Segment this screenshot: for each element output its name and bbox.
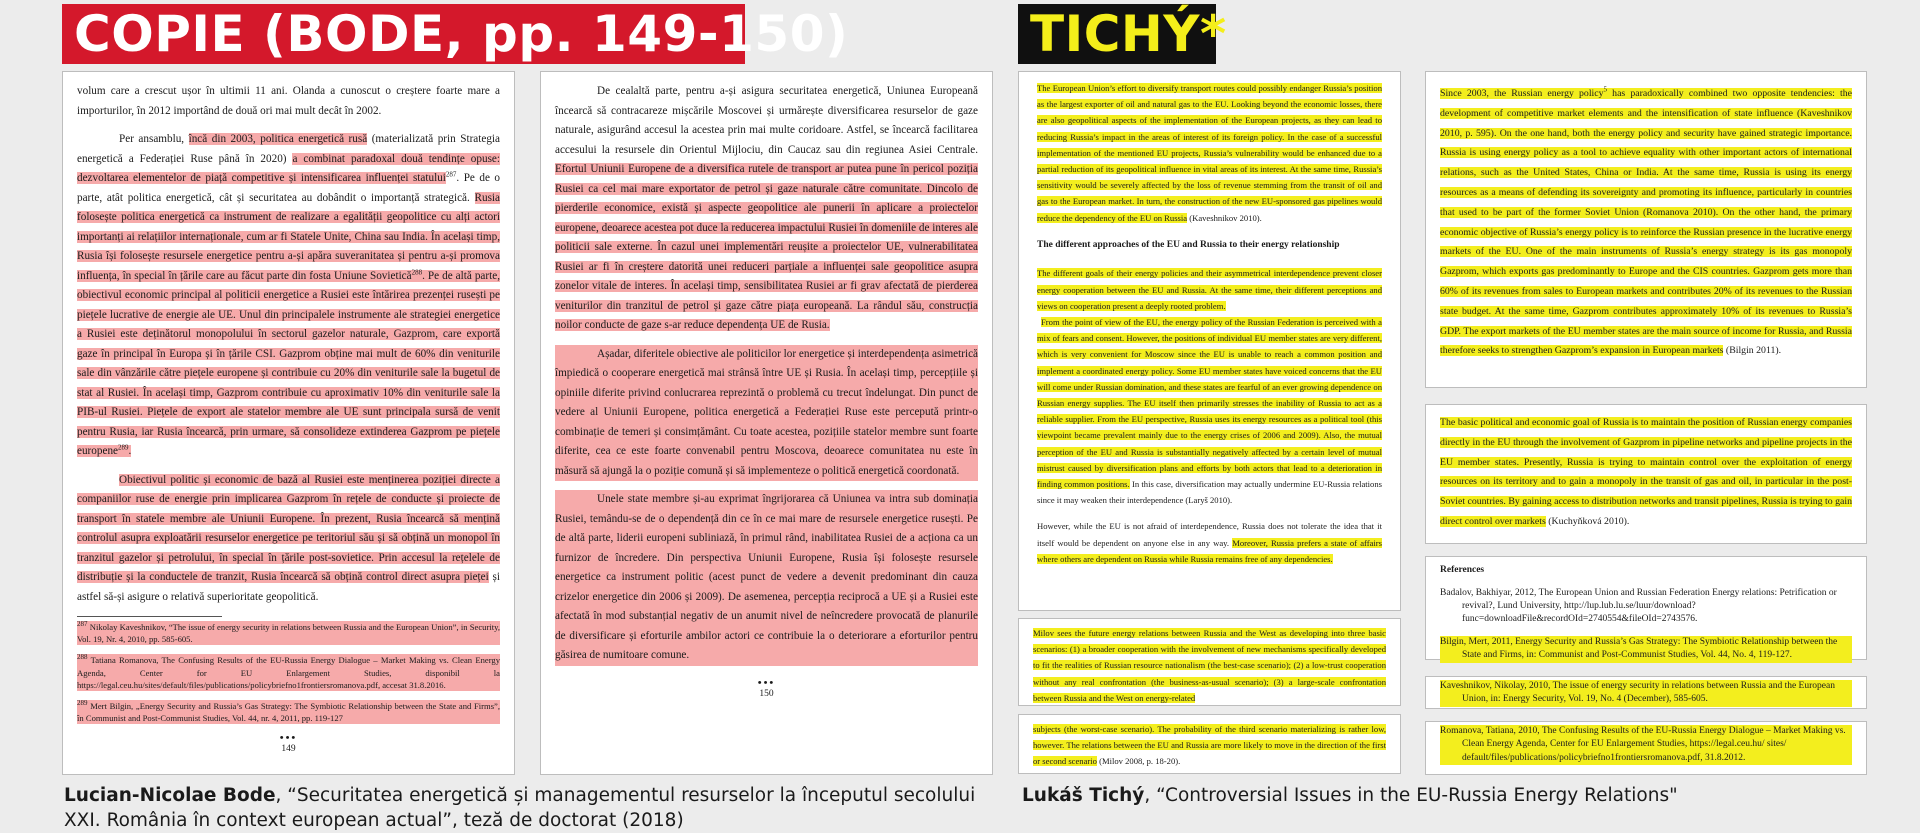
paragraph: Per ansamblu, încă din 2003, politica energetică rusă (materializată prin Strategia energetică a Federației Ruse până în 2020) a combinat paradoxal două tendințe opuse: dezvoltarea elementelor de piață competitive și intensificarea influenței statului$^{287}$. Pe de o parte, atât politica energetică, cât și securitatea au dobândit o importanță strategică. Rusia folosește politica energetică ca instrument de realizare a egalității geopolitice cu alți actori importanți ai relațiilor internaționale, cum ar fi Statele Unite, China sau India. În același timp, Rusia își folosește resursele energetice pentru a-și apăra suveranitatea și pentru a-și promova influența, în special în țările care au făcut parte din fosta Uniune Sovietică$^{288}$. Pe de altă parte, obiectivul economic principal al politicii energetice a Rusiei este întărirea prezenței rusești pe piețele lucrative de energie ale UE. Unul din principalele instrumente ale strategiei energetice a Rusiei este deținătorul monopolului în sectorul gazelor naturale, Gazprom, care exportă gaze în principal în Europa și în țările CSI. Gazprom obține mai mult de 60% din veniturile sale din vânzările către piețele europene și contribuie cu 20% din veniturile sale la bugetul de stat al Rusiei. În același timp, Gazprom contribuie cu aproximativ 10% din veniturile sale la PIB-ul Rusiei. Piețele de export ale statelor membre ale UE sunt principala sursă de venit pentru Rusia, iar Rusia încearcă, prin urmare, să consolideze extinderea Gazprom pe piețele europene$^{289}$. (77, 133, 501, 457)
paragraph: Așadar, diferitele obiective ale politicilor lor energetice și interdependența asimetrică împiedică o cooperare energetică mai strânsă între UE și Rusia. În același timp, percepțiile și opiniile diferite privind conlucrarea reprezintă o problemă cu trecut îndelungat. Din punct de vedere al Uniunii Europene, politica energetică a Federației Ruse este percepută printr-o combinație de temeri și consimțământ. Cu toate acestea, pozițiile statelor membre sunt foarte diferite, cea ce este foarte convenabil pentru Moscova, deoarece comunitatea nu este în măsură să ajungă la o poziție comună și să implementeze o politică energetică coordonată. (555, 345, 978, 482)
paragraph: The different goals of their energy policies and their asymmetrical interdependence prevent closer energy cooperation between the EU and Russia. At the same time, their different perceptions and views on cooperation present a deeply rooted problem. (1037, 268, 1382, 311)
caption-tichy: Lukáš Tichý, “Controversial Issues in the EU-Russia Energy Relations" (1022, 785, 1678, 806)
paragraph: From the point of view of the EU, the energy policy of the Russian Federation is perceived with a mix of fears and consent. However, the positions of individual EU member states are very different, which is very convenient for Moscow since the EU is unable to reach a common position and implement a coordinated energy policy. Some EU member states have voiced concerns that the EU will come under Russian domination, and these states are fearful of an ever growing dependence on Russian energy supplies. The EU itself then primarily stresses the inability of Russia to act as a reliable supplier. From the EU perspective, Russia uses its energy resources as a political tool (this viewpoint became prevalent mainly due to the energy crises of 2006 and 2009). Also, the mutual perception of the EU and Russia is substantially negatively affected by a certain level of mutual mistrust caused by diversification plans and efforts by both actors that lead to a deterioration in finding common positions. In this case, diversification may actually undermine EU-Russia relations since it may weaken their interdependence (Laryš 2010). (1037, 316, 1382, 506)
section-heading: The different approaches of the EU and Russia to their energy relationship (1037, 239, 1340, 250)
paragraph: The basic political and economic goal of Russia is to maintain the position of Russian energy companies directly in the EU through the involvement of Gazprom in pipeline networks and pipeline projects in the EU member states. Presently, Russia is trying to maintain control over the exploitation of energy resources on its territory and to gain a monopoly in the transit of gas and oil, in particular in the post-Soviet countries. By gaining access to distribution networks and transit pipelines, Russia is trying to gain direct control over markets (Kuchyňková 2010). (1440, 417, 1852, 527)
paragraph: However, while the EU is not afraid of interdependence, Russia does not tolerate the idea that it itself would be dependent on anyone else in any way. Moreover, Russia prefers a state of affairs where others are dependent on Russia while Russia remains free of any dependencies. (1037, 521, 1382, 564)
reference-item: Badalov, Bakhiyar, 2012, The European Union and Russian Federation Energy relations: Petrification or revival?, Lund University, http://lup.lub.lu.se/luur/download?func=downloadFile&recordOId=2740554&fileOId=2743576. (1440, 587, 1837, 625)
page-number: 150 (759, 688, 774, 699)
paragraph: Unele state membre și-au exprimat îngrijorarea că Uniunea va intra sub dominația Rusiei, temându-se de o dependență din ce în ce mai mare de resursele energetice rusești. Pe de altă parte, liderii europeni subliniază, în primul rând, inabilitatea Rusiei de a acționa ca un furnizor de încredere. Din perspectiva Uniunii Europene, Rusia își folosește resursele energetice ca instrument politic (acest punct de vedere a devenit predominant din cauza crizelor energetice din 2006 și 2009). De asemenea, percepția reciprocă a UE și a Rusiei este afectată în mod substanțial negativ de un anumit nivel de neîncredere provocată de planurile de diversificare și eforturile ambilor actori ce contribuie la o deteriorare a eforturilor pentru găsirea de numitoare comune. (555, 490, 978, 666)
footnote-289: $^{289}$ Mert Bilgin, „Energy Security and Russia’s Gas Strategy: The Symbiotic Relationship between the State and Firms”, în Communist and Post-Communist Studies, Vol. 44, nr. 4, 2011, pp. 119-127 (77, 699, 500, 724)
paragraph: De cealaltă parte, pentru a-și asigura securitatea energetică, Uniunea Europeană încearcă să contracareze mișcările Moscovei și urmărește diversificarea resurselor de gaze naturale, asigurând accesul la acestea prin mai multe coridoare. Astfel, se încearcă facilitarea accesului la resursele din Orientul Mijlociu, din Caucaz sau din regiunea Asiei Centrale. Efortul Uniunii Europene de a diversifica rutele de transport ar putea pune în pericol poziția Rusiei ca cel mai mare exportator de petrol și gaze naturale către comunitate. Dincolo de pierderile economice, există și aspecte geopolitice ale punerii în aplicare a proiectelor europene, deoarece acestea pot duce la reducerea impactului Rusiei în domeniile de interes ale politicii sale externe. În cazul unei implementări reușite a proiectelor UE, vulnerabilitatea Rusiei ar fi în creștere datorită unei reduceri parțiale a influenței sale geopolitice asupra zonelor vitale de interes. În același timp, sensibilitatea Rusiei ar fi grav afectată de pierderea veniturilor din tranzitul de petrol și gaze către piața europeană. La rândul său, construcția noilor conducte de gaze s-ar reduce dependența UE de Rusia. (555, 85, 978, 331)
tichy-excerpt-1 (1018, 71, 1401, 611)
page-ornament: ••• (279, 732, 298, 745)
tichy-banner: TICHÝ* (1018, 4, 1216, 64)
paragraph: Milov sees the future energy relations between Russia and the West as developing into three basic scenarios: (1) a broader cooperation with the involvement of new mechanisms specifically developed to fit the realities of Russian resource nationalism (the best-case scenario); (2) a low-trust cooperation without any real confrontation (the business-as-usual scenario); (3) a large-scale confrontation between Russia and the West on energy-related (1033, 628, 1386, 703)
tichy-references (1425, 556, 1867, 660)
bode-page-150 (540, 71, 993, 775)
tichy-reference-kaveshnikov (1425, 676, 1867, 709)
tichy-excerpt-5 (1425, 404, 1867, 544)
footnote-288: $^{288}$ Tatiana Romanova, The Confusing Results of the EU-Russia Energy Dialogue – Market Making vs. Clean Energy Agenda, Center for EU Enlargement Studies, disponibil la https://legal.ceu.hu/sites/default/files/publications/policybriefno1frontiersromanova.pdf, accesat 31.8.2016. (77, 653, 500, 690)
paragraph: The European Union’s effort to diversify transport routes could possibly endanger Russia’s position as the largest exporter of oil and natural gas to the EU. Looking beyond the economic losses, there are also geopolitical aspects of the implementation of the European projects, as they can lead to reducing Russia’s impact in the areas of interest of its foreign policy. In the case of a successful implementation of the mentioned EU projects, Russia’s vulnerability would be enhanced due to a partial reduction of its geopolitical influence in vital areas of its interest. At the same time, Russia’s sensitivity would be severely affected by the loss of revenue stemming from the transit of oil and gas to the European market. In turn, the construction of the new EU-sponsored gas pipelines would reduce the dependency of the EU on Russia (Kaveshnikov 2010). (1037, 83, 1382, 223)
page-number: 149 (281, 744, 296, 755)
footnote-rule (77, 616, 222, 617)
copy-banner: COPIE (BODE, pp. 149-150) (62, 4, 745, 64)
reference-item: Bilgin, Mert, 2011, Energy Security and Russia’s Gas Strategy: The Symbiotic Relationship between the State and Firms, in: Communist and Post-Communist Studies, Vol. 44, No. 4, 119-127. (1440, 636, 1852, 663)
tichy-excerpt-2 (1018, 618, 1401, 706)
reference-item: Romanova, Tatiana, 2010, The Confusing Results of the EU-Russia Energy Dialogue – Market Making vs. Clean Energy Agenda, Center for EU Enlargement Studies, https://legal.ceu.hu/ sites/ default/files/publications/policybriefno1frontiersromanova.pdf, 31.8.2012. (1440, 725, 1852, 765)
paragraph: volum care a crescut ușor în ultimii 11 ani. Olanda a cunoscut o creștere foarte mare a importurilor, în 2012 importând de două ori mai mult decât în 2002. (77, 85, 500, 117)
reference-item: Kaveshnikov, Nikolay, 2010, The issue of energy security in relations between Russia and the European Union, in: Energy Security, Vol. 19, No. 4 (December), 585-605. (1440, 680, 1852, 707)
caption-bode: Lucian-Nicolae Bode, “Securitatea energetică și managementul resurselor la începutul secolului XXI. România în context european actual”, teză de doctorat (2018) (64, 785, 976, 831)
page-ornament: ••• (757, 676, 776, 689)
bode-page-149 (62, 71, 515, 775)
paragraph: Obiectivul politic și economic de bază al Rusiei este menținerea poziției directe a companiilor ruse de energie prin implicarea Gazprom în rețele de conducte și proiecte de transport în statele membre ale Uniunii Europene. În prezent, Rusia încearcă să mențină controlul asupra exploatării resurselor energetice pe teritoriul său și să obțină un monopol în tranzitul gazelor și petrolului, în special în țările post-sovietice. Prin accesul la rețelele de distribuție și la conductele de tranzit, Rusia încearcă să obțină control direct asupra pieței și astfel să-și asigure o relativă superioritate geopolitică. (77, 473, 501, 603)
tichy-reference-romanova (1425, 721, 1867, 775)
footnote-287: $^{287}$ Nikolay Kaveshnikov, “The issue of energy security in relations between Russia and the European Union”, in Security, Vol. 19, Nr. 4, 2010, pp. 585-605. (77, 620, 500, 645)
tichy-excerpt-4 (1425, 71, 1867, 388)
paragraph: subjects (the worst-case scenario). The probability of the third scenario materializing is rather low, however. The relations between the EU and Russia are more likely to move in the direction of the first or second scenario (Milov 2008, p. 18-20). (1033, 724, 1386, 767)
references-heading: References (1440, 565, 1485, 575)
tichy-excerpt-3 (1018, 714, 1401, 774)
paragraph: Since 2003, the Russian energy policy$^5$ has paradoxically combined two opposite tendencies: the development of competitive market elements and the intensification of state influence (Kaveshnikov 2010, p. 595). On the one hand, both the energy policy and security have gained strategic importance. Russia is using energy policy as a tool to achieve equality with other important actors of international relations, such as the United States, China or India. At the same time, Russia is using its energy resources as a means of defending its sovereignty and promoting its influence, particularly in countries that used to be part of the former Soviet Union (Romanova 2010). On the other hand, the primary economic objective of Russia’s energy policy is to reinforce the Russian presence in the lucrative energy markets of the EU. One of the main instruments of Russia’s energy strategy is its gas monopoly Gazprom, which exports gas predominantly to Europe and the CIS countries. Gazprom gets more than 60% of its revenues from sales to European markets and contributes 20% of its revenues to the Russian state budget. At the same time, Gazprom contributes approximately 10% of its revenues to Russia’s GDP. The export markets of the EU member states are the main source of income for Russia, and Russia therefore seeks to strengthen Gazprom’s expansion in European markets (Bilgin 2011). (1440, 85, 1852, 357)
